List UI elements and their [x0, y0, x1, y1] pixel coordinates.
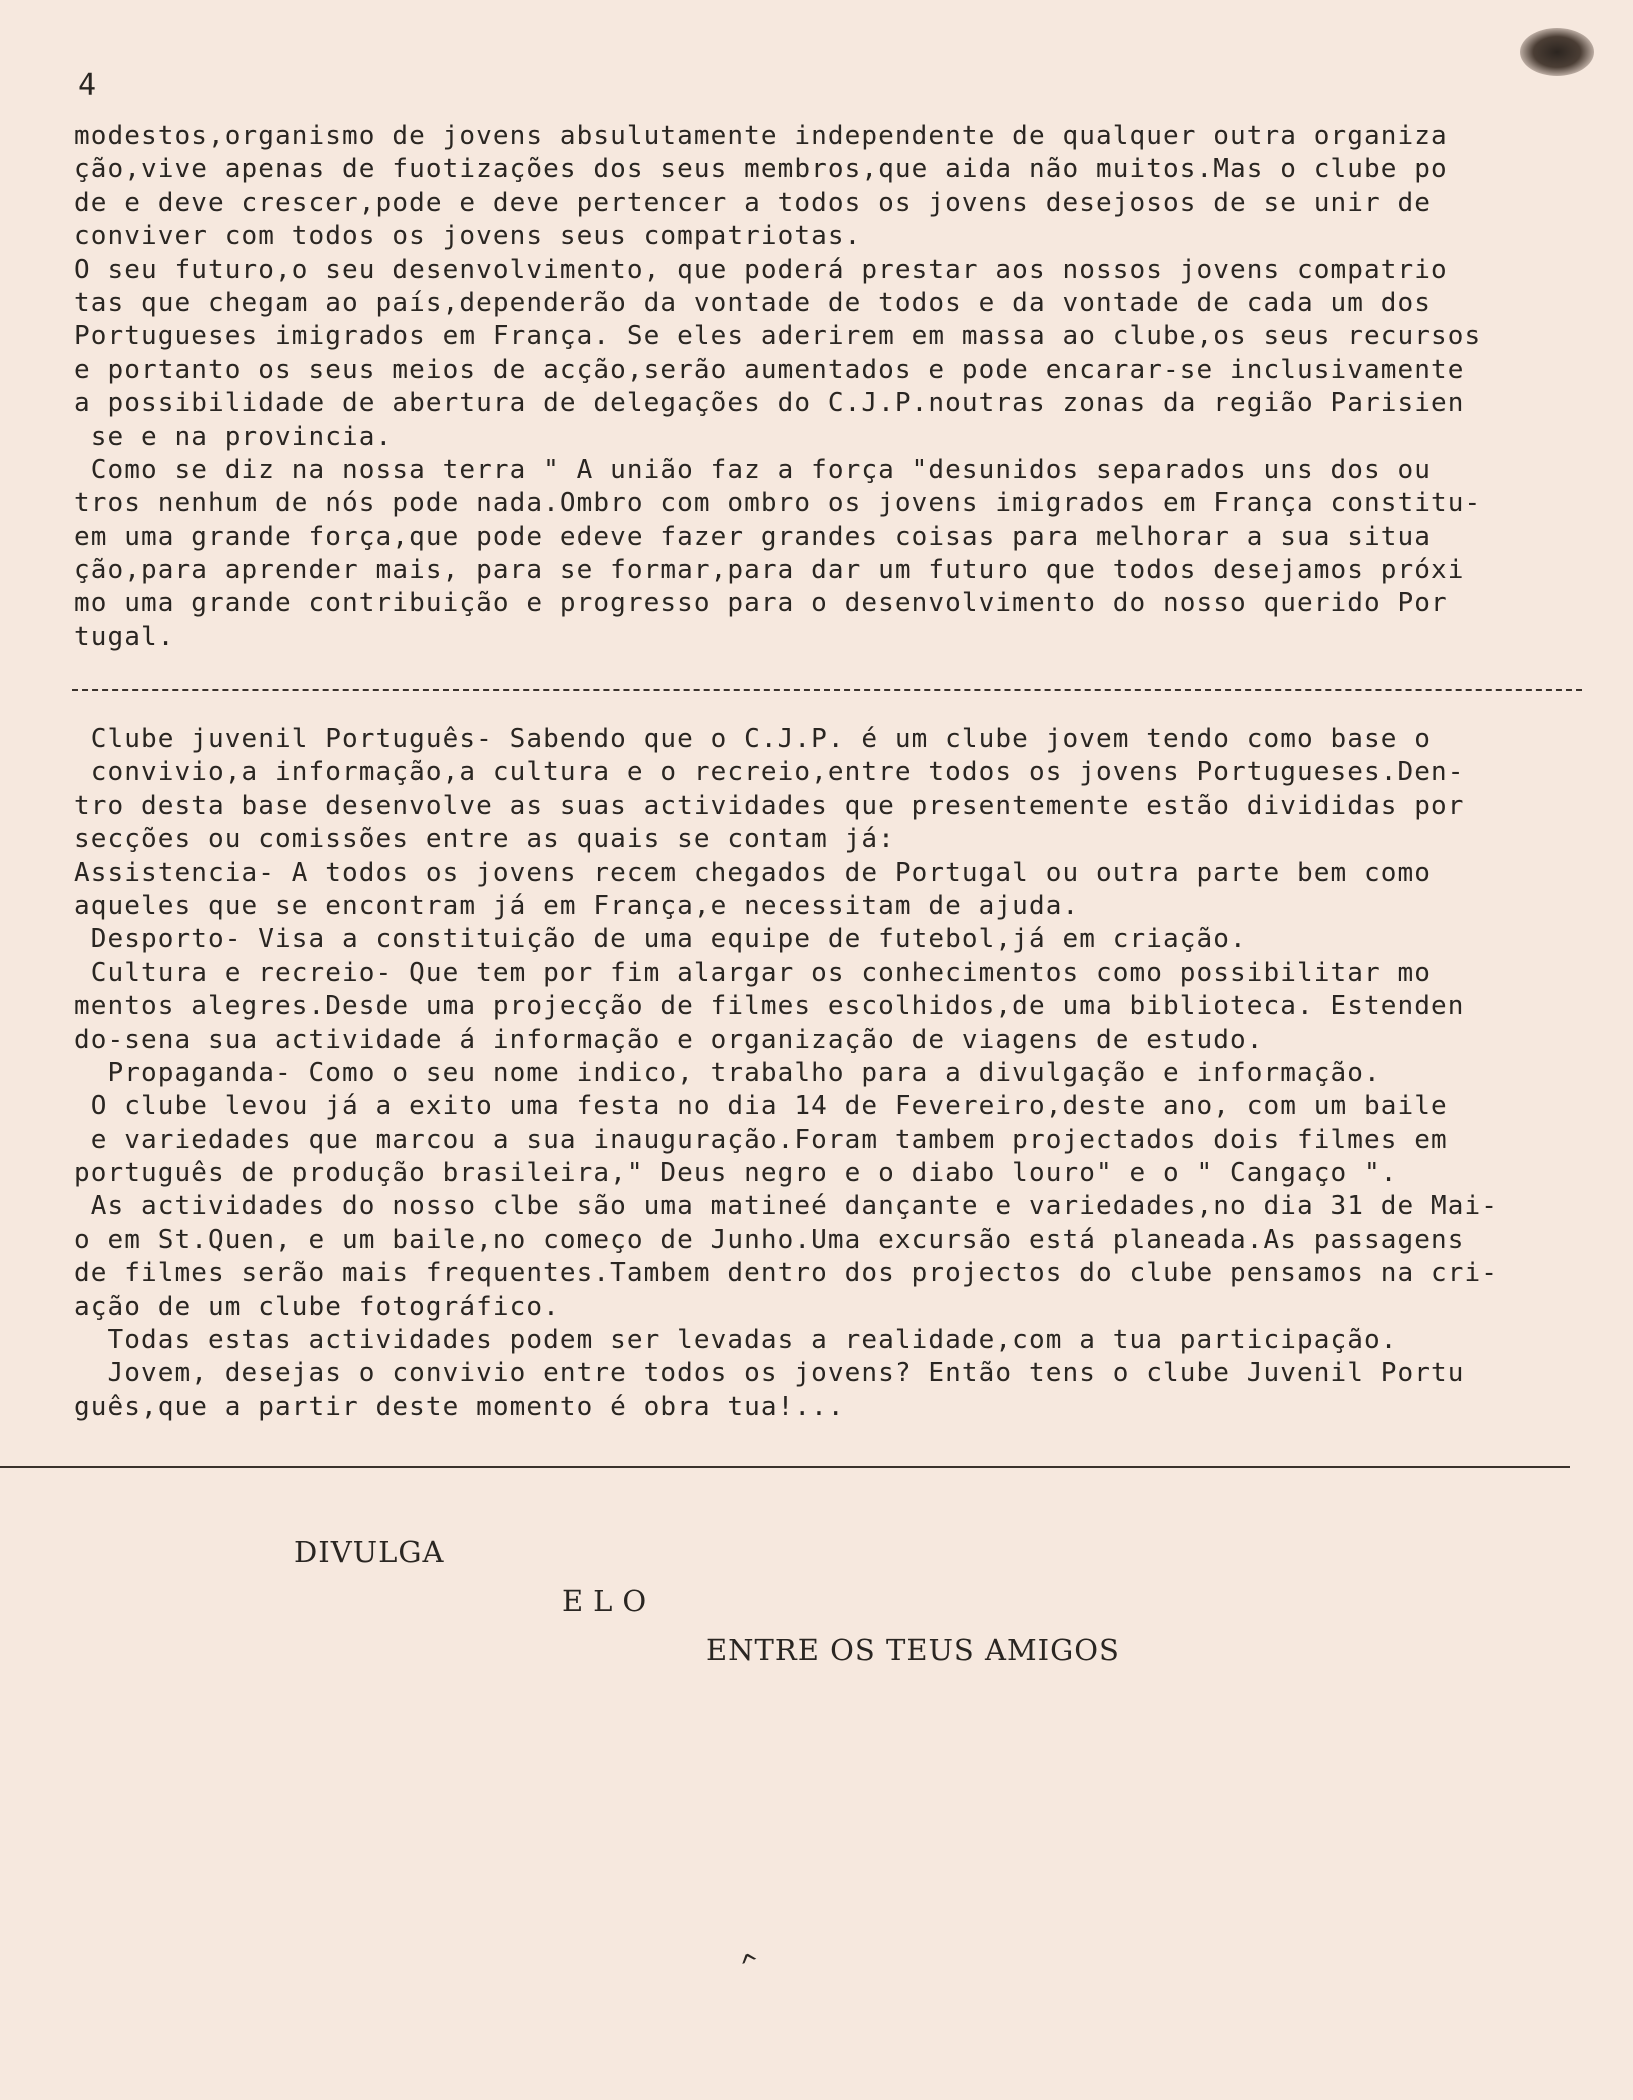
text-line: mo uma grande contribuição e progresso para o desenvolvimento do nosso querido Por	[74, 588, 1448, 619]
paragraph-block-club-intro	[74, 120, 1594, 654]
text-line: tas que chegam ao país,dependerão da vontade de todos e da vontade de cada um dos	[74, 287, 1432, 318]
text-line: Todas estas actividades podem ser levadas a realidade,com a tua participação.	[74, 1325, 1398, 1356]
text-line: do-sena sua actividade á informação e organização de viagens de estudo.	[74, 1024, 1264, 1055]
text-line: O seu futuro,o seu desenvolvimento, que poderá prestar aos nossos jovens compatrio	[74, 254, 1448, 285]
text-line: Propaganda- Como o seu nome indico, trabalho para a divulgação e informação.	[74, 1057, 1381, 1088]
text-line: Desporto- Visa a constituição de uma equipe de futebol,já em criação.	[74, 924, 1247, 955]
text-line: ação de um clube fotográfico.	[74, 1291, 560, 1322]
paragraph-block-club-activities	[74, 723, 1594, 1424]
text-line: e portanto os seus meios de acção,serão aumentados e pode encarar-se inclusivamente	[74, 354, 1465, 385]
text-line: Assistencia- A todos os jovens recem chegados de Portugal ou outra parte bem como	[74, 857, 1432, 888]
footer-entre-os-teus-amigos: ENTRE OS TEUS AMIGOS	[706, 1633, 1120, 1667]
text-line: conviver com todos os jovens seus compatriotas.	[74, 221, 862, 252]
text-line: Jovem, desejas o convivio entre todos os jovens? Então tens o clube Juvenil Portu	[74, 1358, 1465, 1389]
text-line: de e deve crescer,pode e deve pertencer a todos os jovens desejosos de se unir de	[74, 187, 1432, 218]
text-line: Clube juvenil Português- Sabendo que o C.J.P. é um clube jovem tendo como base o	[74, 724, 1432, 754]
text-line: Como se diz na nossa terra " A união faz a força "desunidos separados uns dos ou	[74, 454, 1432, 485]
text-line: secções ou comissões entre as quais se contam já:	[74, 824, 895, 855]
text-line: As actividades do nosso clbe são uma matineé dançante e variedades,no dia 31 de Mai-	[74, 1191, 1499, 1222]
text-line: Portugueses imigrados em França. Se eles aderirem em massa ao clube,os seus recursos	[74, 321, 1482, 352]
text-line: ção,para aprender mais, para se formar,para dar um futuro que todos desejamos próxi	[74, 555, 1465, 586]
text-line: guês,que a partir deste momento é obra tua!...	[74, 1391, 845, 1422]
text-line: e variedades que marcou a sua inauguração.Foram tambem projectados dois filmes em	[74, 1124, 1448, 1155]
page-number: 4	[78, 68, 97, 103]
text-line: se e na provincia.	[74, 421, 393, 452]
text-line: tro desta base desenvolve as suas actividades que presentemente estão divididas por	[74, 790, 1465, 821]
text-line: mentos alegres.Desde uma projecção de filmes escolhidos,de uma biblioteca. Estenden	[74, 991, 1465, 1022]
text-line: o em St.Quen, e um baile,no começo de Junho.Uma excursão está planeada.As passagens	[74, 1224, 1465, 1255]
text-line: tugal.	[74, 621, 175, 652]
footer-divulga: DIVULGA	[294, 1535, 445, 1569]
text-line: em uma grande força,que pode edeve fazer grandes coisas para melhorar a sua situa	[74, 521, 1432, 552]
footer-elo: ELO	[562, 1584, 657, 1618]
section-divider	[72, 689, 1582, 691]
text-line: a possibilidade de abertura de delegações do C.J.P.noutras zonas da região Parisien	[74, 388, 1465, 419]
text-line: de filmes serão mais frequentes.Tambem dentro dos projectos do clube pensamos na cri-	[74, 1258, 1499, 1289]
text-line: modestos,organismo de jovens absulutamente independente de qualquer outra organiza	[74, 121, 1448, 151]
text-line: aqueles que se encontram já em França,e necessitam de ajuda.	[74, 890, 1080, 921]
caret-mark-icon: ^	[736, 1946, 764, 1983]
section-divider	[0, 1466, 1570, 1468]
ink-blot	[1520, 28, 1594, 76]
text-line: tros nenhum de nós pode nada.Ombro com ombro os jovens imigrados em França constitu-	[74, 488, 1482, 519]
text-line: ção,vive apenas de fuotizações dos seus membros,que aida não muitos.Mas o clube po	[74, 154, 1448, 185]
text-line: português de produção brasileira," Deus negro e o diabo louro" e o " Cangaço ".	[74, 1158, 1398, 1189]
text-line: O clube levou já a exito uma festa no dia 14 de Fevereiro,deste ano, com um baile	[74, 1091, 1448, 1122]
text-line: Cultura e recreio- Que tem por fim alargar os conhecimentos como possibilitar mo	[74, 957, 1432, 988]
text-line: convivio,a informação,a cultura e o recreio,entre todos os jovens Portugueses.Den-	[74, 757, 1465, 788]
